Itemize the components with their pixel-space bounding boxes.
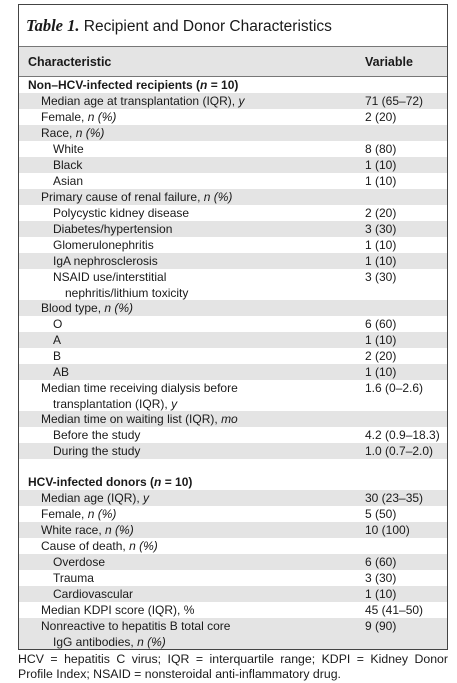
- row-label: [41, 380, 238, 412]
- row-label: [53, 205, 189, 221]
- column-header-characteristic: Characteristic: [28, 55, 112, 69]
- row-label: [41, 411, 238, 427]
- table-row: [19, 109, 447, 125]
- table-row: [19, 300, 447, 316]
- table-row: [19, 411, 447, 427]
- row-label-unit: n (%): [75, 126, 105, 140]
- row-label-text: Asian: [53, 174, 84, 188]
- row-label: [53, 570, 94, 586]
- row-label-continuation: [41, 396, 238, 412]
- row-label-text: IgA nephrosclerosis: [53, 254, 158, 268]
- row-label-text: Race,: [41, 126, 76, 140]
- row-label: [28, 77, 238, 93]
- row-label: [41, 522, 134, 538]
- row-label-unit: n (%): [105, 523, 134, 537]
- row-label-text: Primary cause of renal failure,: [41, 190, 204, 204]
- row-label: [41, 538, 158, 554]
- row-label-unit: n: [154, 475, 162, 489]
- row-label-text: Black: [53, 158, 83, 172]
- row-label-tail: = 10): [207, 78, 239, 92]
- row-label-text: During the study: [53, 444, 141, 458]
- row-label: [53, 348, 61, 364]
- row-value: 1.0 (0.7–2.0): [365, 444, 434, 458]
- row-label-text: A: [53, 333, 62, 347]
- table-row: [19, 618, 447, 649]
- row-label-unit: y: [143, 491, 150, 505]
- row-label-text: O: [53, 317, 63, 331]
- row-label-text: Diabetes/hypertension: [53, 222, 173, 236]
- table-row: [19, 443, 447, 459]
- table-row: [19, 189, 447, 205]
- row-label-text: Median age (IQR),: [41, 491, 144, 505]
- row-label-text: Median KDPI score (IQR), %: [41, 603, 195, 617]
- row-value: 71 (65–72): [365, 94, 424, 108]
- row-value: 3 (30): [365, 270, 397, 284]
- row-value: 6 (60): [365, 555, 397, 569]
- row-value: 8 (80): [365, 142, 397, 156]
- row-label-unit: n (%): [87, 110, 117, 124]
- table-row: [19, 380, 447, 411]
- row-label-unit: mo: [221, 412, 238, 426]
- row-label-text: HCV-infected donors (: [28, 475, 155, 489]
- row-label-text: Blood type,: [41, 301, 105, 315]
- row-label: [53, 554, 105, 570]
- row-label: [53, 316, 62, 332]
- row-label-text: Nonreactive to hepatitis B total core: [41, 619, 231, 633]
- row-label-text: B: [53, 349, 62, 363]
- row-label-text: Cause of death,: [41, 539, 130, 553]
- row-label-unit: y: [238, 94, 245, 108]
- table-row: [19, 602, 447, 618]
- row-label-continuation-text: nephritis/lithium toxicity: [65, 286, 189, 300]
- row-label: [41, 189, 232, 205]
- row-label-continuation-text: transplantation (IQR),: [53, 397, 172, 411]
- table-row: [19, 316, 447, 332]
- column-header-variable: Variable: [365, 55, 413, 69]
- table-section-row: [19, 77, 447, 93]
- table-row: [19, 364, 447, 380]
- row-value: 2 (20): [365, 349, 397, 363]
- table-row: [19, 586, 447, 602]
- row-label-unit: n (%): [129, 539, 158, 553]
- row-label: [53, 427, 140, 443]
- table-label: Table 1.: [26, 16, 80, 35]
- table-row: [19, 253, 447, 269]
- row-label: [53, 364, 69, 380]
- table-row: [19, 522, 447, 538]
- row-label: [41, 109, 116, 125]
- row-label: [41, 618, 230, 650]
- row-label: [53, 141, 84, 157]
- table-row: [19, 157, 447, 173]
- row-value: 9 (90): [365, 619, 397, 633]
- row-value: 1 (10): [365, 587, 397, 601]
- row-value: 1 (10): [365, 365, 397, 379]
- table-title: [26, 16, 332, 36]
- characteristics-table: [18, 4, 448, 650]
- row-value: 3 (30): [365, 571, 397, 585]
- row-label-text: Female,: [41, 110, 88, 124]
- table-row: [19, 93, 447, 109]
- table-row: [19, 348, 447, 364]
- row-label-continuation: [41, 634, 230, 650]
- table-row: [19, 269, 447, 300]
- row-label-tail: = 10): [161, 475, 193, 489]
- row-label-text: Non–HCV-infected recipients (: [28, 78, 201, 92]
- row-label-continuation-unit: n (%): [137, 635, 166, 649]
- table-row: [19, 237, 447, 253]
- row-value: 4.2 (0.9–18.3): [365, 428, 440, 442]
- table-row: [19, 570, 447, 586]
- row-label-text: Glomerulonephritis: [53, 238, 154, 252]
- table-row: [19, 554, 447, 570]
- table-title-text: Recipient and Donor Characteristics: [83, 18, 332, 35]
- row-label-text: Median time receiving dialysis before: [41, 381, 238, 395]
- row-value: 2 (20): [365, 110, 397, 124]
- row-value: 3 (30): [365, 222, 397, 236]
- row-label-text: Cardiovascular: [53, 587, 134, 601]
- table-row: [19, 125, 447, 141]
- row-label: [53, 332, 61, 348]
- row-label: [41, 490, 149, 506]
- table-row: [19, 221, 447, 237]
- row-label-text: Median age at transplantation (IQR),: [41, 94, 239, 108]
- row-label: [41, 93, 244, 109]
- row-label: [53, 443, 140, 459]
- row-label: [53, 237, 154, 253]
- row-label: [41, 125, 104, 141]
- row-label: [53, 173, 83, 189]
- row-label: [41, 506, 116, 522]
- row-label-continuation: [53, 285, 188, 301]
- table-row: [19, 506, 447, 522]
- row-value: 10 (100): [365, 523, 410, 537]
- row-value: 1 (10): [365, 174, 397, 188]
- row-label: [41, 300, 133, 316]
- row-label-text: Overdose: [53, 555, 106, 569]
- row-label: [28, 474, 192, 490]
- row-label-text: Median time on waiting list (IQR),: [41, 412, 222, 426]
- row-value: 1 (10): [365, 254, 397, 268]
- table-row: [19, 205, 447, 221]
- row-label-continuation-unit: y: [171, 397, 178, 411]
- row-value: 1 (10): [365, 333, 397, 347]
- row-label: [53, 253, 158, 269]
- table-spacer-row: [19, 459, 447, 474]
- row-value: 6 (60): [365, 317, 397, 331]
- row-value: 30 (23–35): [365, 491, 424, 505]
- row-label-continuation-text: IgG antibodies,: [53, 635, 138, 649]
- table-footnote: HCV = hepatitis C virus; IQR = interquartile range; KDPI = Kidney Donor Profile Index; NSAID = nonsteroidal anti-inflammatory drug.: [18, 652, 448, 681]
- table-row: [19, 173, 447, 189]
- row-label-text: Before the study: [53, 428, 141, 442]
- row-label: [53, 586, 133, 602]
- row-value: 2 (20): [365, 206, 397, 220]
- row-label: [53, 269, 188, 301]
- table-header-row: [19, 46, 447, 77]
- row-label-unit: n (%): [203, 190, 233, 204]
- table-row: [19, 427, 447, 443]
- row-label-unit: n: [200, 78, 208, 92]
- row-label: [53, 157, 82, 173]
- row-label-unit: n (%): [104, 301, 134, 315]
- row-value: 1 (10): [365, 158, 397, 172]
- table-row: [19, 490, 447, 506]
- row-value: 5 (50): [365, 507, 397, 521]
- row-value: 1.6 (0–2.6): [365, 381, 424, 395]
- row-label: [41, 602, 194, 618]
- table-row: [19, 538, 447, 554]
- row-label-text: White: [53, 142, 84, 156]
- table-row: [19, 332, 447, 348]
- row-label-unit: n (%): [87, 507, 117, 521]
- row-label: [53, 221, 172, 237]
- row-label-text: Polycystic kidney disease: [53, 206, 190, 220]
- row-label-text: Trauma: [53, 571, 94, 585]
- table-row: [19, 141, 447, 157]
- row-label-text: Female,: [41, 507, 88, 521]
- row-value: 45 (41–50): [365, 603, 424, 617]
- row-label-text: AB: [53, 365, 70, 379]
- row-value: 1 (10): [365, 238, 397, 252]
- table-title-bar: [19, 5, 447, 45]
- row-label-text: NSAID use/interstitial: [53, 270, 167, 284]
- table-section-row: [19, 474, 447, 490]
- row-label-text: White race,: [41, 523, 106, 537]
